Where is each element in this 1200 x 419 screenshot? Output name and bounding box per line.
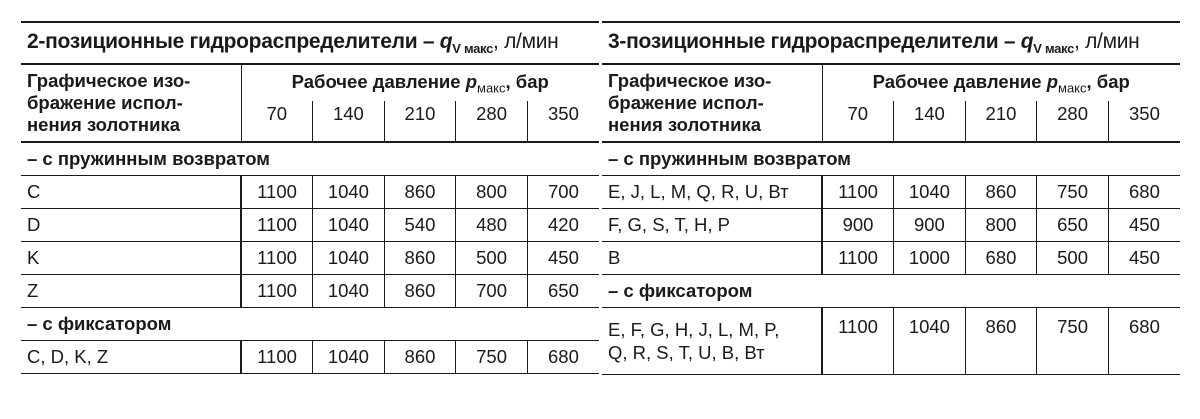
- pressure-subscript: макс: [477, 80, 506, 96]
- pressure-value: 280: [1037, 101, 1109, 142]
- title-symbol: q: [1020, 29, 1034, 53]
- table-row: [21, 242, 599, 275]
- spool-label: C, D, K, Z: [21, 341, 241, 374]
- table-row: [21, 176, 599, 209]
- pressure-symbol: p: [1046, 71, 1059, 92]
- flow-cell: 500: [456, 242, 528, 275]
- flow-cell: 450: [1108, 209, 1180, 242]
- graph-header-line: бражение испол-: [27, 92, 183, 113]
- flow-cell: 1040: [313, 275, 385, 308]
- flow-cell: 800: [965, 209, 1037, 242]
- flow-cell: 860: [384, 176, 456, 209]
- spool-label: [602, 308, 822, 375]
- flow-cell: 1040: [313, 209, 385, 242]
- spool-label: D: [21, 209, 241, 242]
- table-row: [602, 242, 1180, 275]
- section-label: – с фиксатором: [602, 275, 1180, 308]
- header-row: [21, 64, 599, 101]
- table-row: [602, 308, 1180, 375]
- graph-header-line: нения золотника: [608, 114, 762, 135]
- pressure-header: [822, 64, 1180, 101]
- section-row: [21, 308, 599, 341]
- table-title: [602, 22, 1180, 64]
- flow-cell: 650: [527, 275, 599, 308]
- flow-cell: 680: [1108, 308, 1180, 375]
- section-row: [21, 142, 599, 176]
- flow-cell: 450: [527, 242, 599, 275]
- flow-cell: 1100: [241, 242, 313, 275]
- table-row: [602, 209, 1180, 242]
- pressure-value: 70: [822, 101, 894, 142]
- spool-label: Z: [21, 275, 241, 308]
- pressure-value: 140: [313, 101, 385, 142]
- flow-cell: 860: [965, 176, 1037, 209]
- flow-cell: 700: [456, 275, 528, 308]
- graph-header-line: Графическое изо-: [27, 70, 191, 91]
- flow-cell: 680: [965, 242, 1037, 275]
- flow-cell: 1040: [313, 176, 385, 209]
- pressure-header: [241, 64, 599, 101]
- spool-label: K: [21, 242, 241, 275]
- spool-label: C: [21, 176, 241, 209]
- flow-cell: 700: [527, 176, 599, 209]
- flow-cell: 1100: [241, 176, 313, 209]
- flow-cell: 750: [1037, 308, 1109, 375]
- flow-cell: 1100: [241, 209, 313, 242]
- two-position-valves-table: [21, 21, 599, 374]
- flow-cell: 1040: [313, 341, 385, 374]
- title-subscript: V макс: [1033, 41, 1075, 57]
- flow-cell: 1100: [822, 308, 894, 375]
- flow-cell: 860: [384, 341, 456, 374]
- flow-cell: 800: [456, 176, 528, 209]
- flow-cell: 750: [456, 341, 528, 374]
- spool-label-line: Q, R, S, T, U, B, Вт: [608, 342, 765, 363]
- pressure-symbol: p: [465, 71, 478, 92]
- flow-cell: 420: [527, 209, 599, 242]
- flow-table-3pos: [602, 21, 1180, 375]
- pressure-value: 210: [384, 101, 456, 142]
- pressure-value: 280: [456, 101, 528, 142]
- flow-cell: 1040: [894, 176, 966, 209]
- title-symbol: q: [439, 29, 453, 53]
- flow-cell: 900: [822, 209, 894, 242]
- graph-header-line: бражение испол-: [608, 92, 764, 113]
- pressure-value: 350: [527, 101, 599, 142]
- flow-cell: 1040: [313, 242, 385, 275]
- table-title-row: [21, 22, 599, 64]
- flow-cell: 1000: [894, 242, 966, 275]
- section-row: [602, 142, 1180, 176]
- pressure-subscript: макс: [1058, 80, 1087, 96]
- pressure-value: 70: [241, 101, 313, 142]
- title-subscript: V макс: [452, 41, 494, 57]
- flow-cell: 750: [1037, 176, 1109, 209]
- title-unit: , л/мин: [493, 29, 559, 53]
- title-unit: , л/мин: [1074, 29, 1140, 53]
- flow-cell: 650: [1037, 209, 1109, 242]
- section-row: [602, 275, 1180, 308]
- flow-table-2pos: [21, 21, 599, 374]
- three-position-valves-table: [602, 21, 1180, 375]
- graph-header: [602, 64, 822, 142]
- table-title-row: [602, 22, 1180, 64]
- graph-header: [21, 64, 241, 142]
- flow-cell: 860: [384, 275, 456, 308]
- pressure-unit: , бар: [505, 71, 549, 92]
- pressure-value: 140: [894, 101, 966, 142]
- pressure-header-text: Рабочее давление: [872, 71, 1047, 92]
- flow-cell: 480: [456, 209, 528, 242]
- flow-cell: 1100: [822, 176, 894, 209]
- table-row: [21, 209, 599, 242]
- flow-cell: 680: [1108, 176, 1180, 209]
- graph-header-line: Графическое изо-: [608, 70, 772, 91]
- flow-cell: 500: [1037, 242, 1109, 275]
- table-row: [602, 176, 1180, 209]
- flow-cell: 450: [1108, 242, 1180, 275]
- flow-cell: 540: [384, 209, 456, 242]
- title-text: 2-позиционные гидрораспределители –: [27, 29, 440, 53]
- pressure-unit: , бар: [1086, 71, 1130, 92]
- flow-cell: 1100: [241, 341, 313, 374]
- pressure-value: 210: [965, 101, 1037, 142]
- header-row: [602, 64, 1180, 101]
- graph-header-line: нения золотника: [27, 114, 181, 135]
- flow-cell: 860: [384, 242, 456, 275]
- flow-cell: 1100: [241, 275, 313, 308]
- flow-cell: 1040: [894, 308, 966, 375]
- pressure-value: 350: [1108, 101, 1180, 142]
- flow-cell: 680: [527, 341, 599, 374]
- table-row: [21, 275, 599, 308]
- flow-cell: 1100: [822, 242, 894, 275]
- section-label: – с фиксатором: [21, 308, 599, 341]
- spool-label: B: [602, 242, 822, 275]
- title-text: 3-позиционные гидрораспределители –: [608, 29, 1021, 53]
- flow-cell: 860: [965, 308, 1037, 375]
- table-row: [21, 341, 599, 374]
- spool-label: E, J, L, M, Q, R, U, Вт: [602, 176, 822, 209]
- section-label: – с пружинным возвратом: [602, 142, 1180, 176]
- spool-label-line: E, F, G, H, J, L, M, P,: [608, 319, 780, 340]
- pressure-header-text: Рабочее давление: [291, 71, 466, 92]
- table-title: [21, 22, 599, 64]
- spool-label: F, G, S, T, H, P: [602, 209, 822, 242]
- flow-cell: 900: [894, 209, 966, 242]
- section-label: – с пружинным возвратом: [21, 142, 599, 176]
